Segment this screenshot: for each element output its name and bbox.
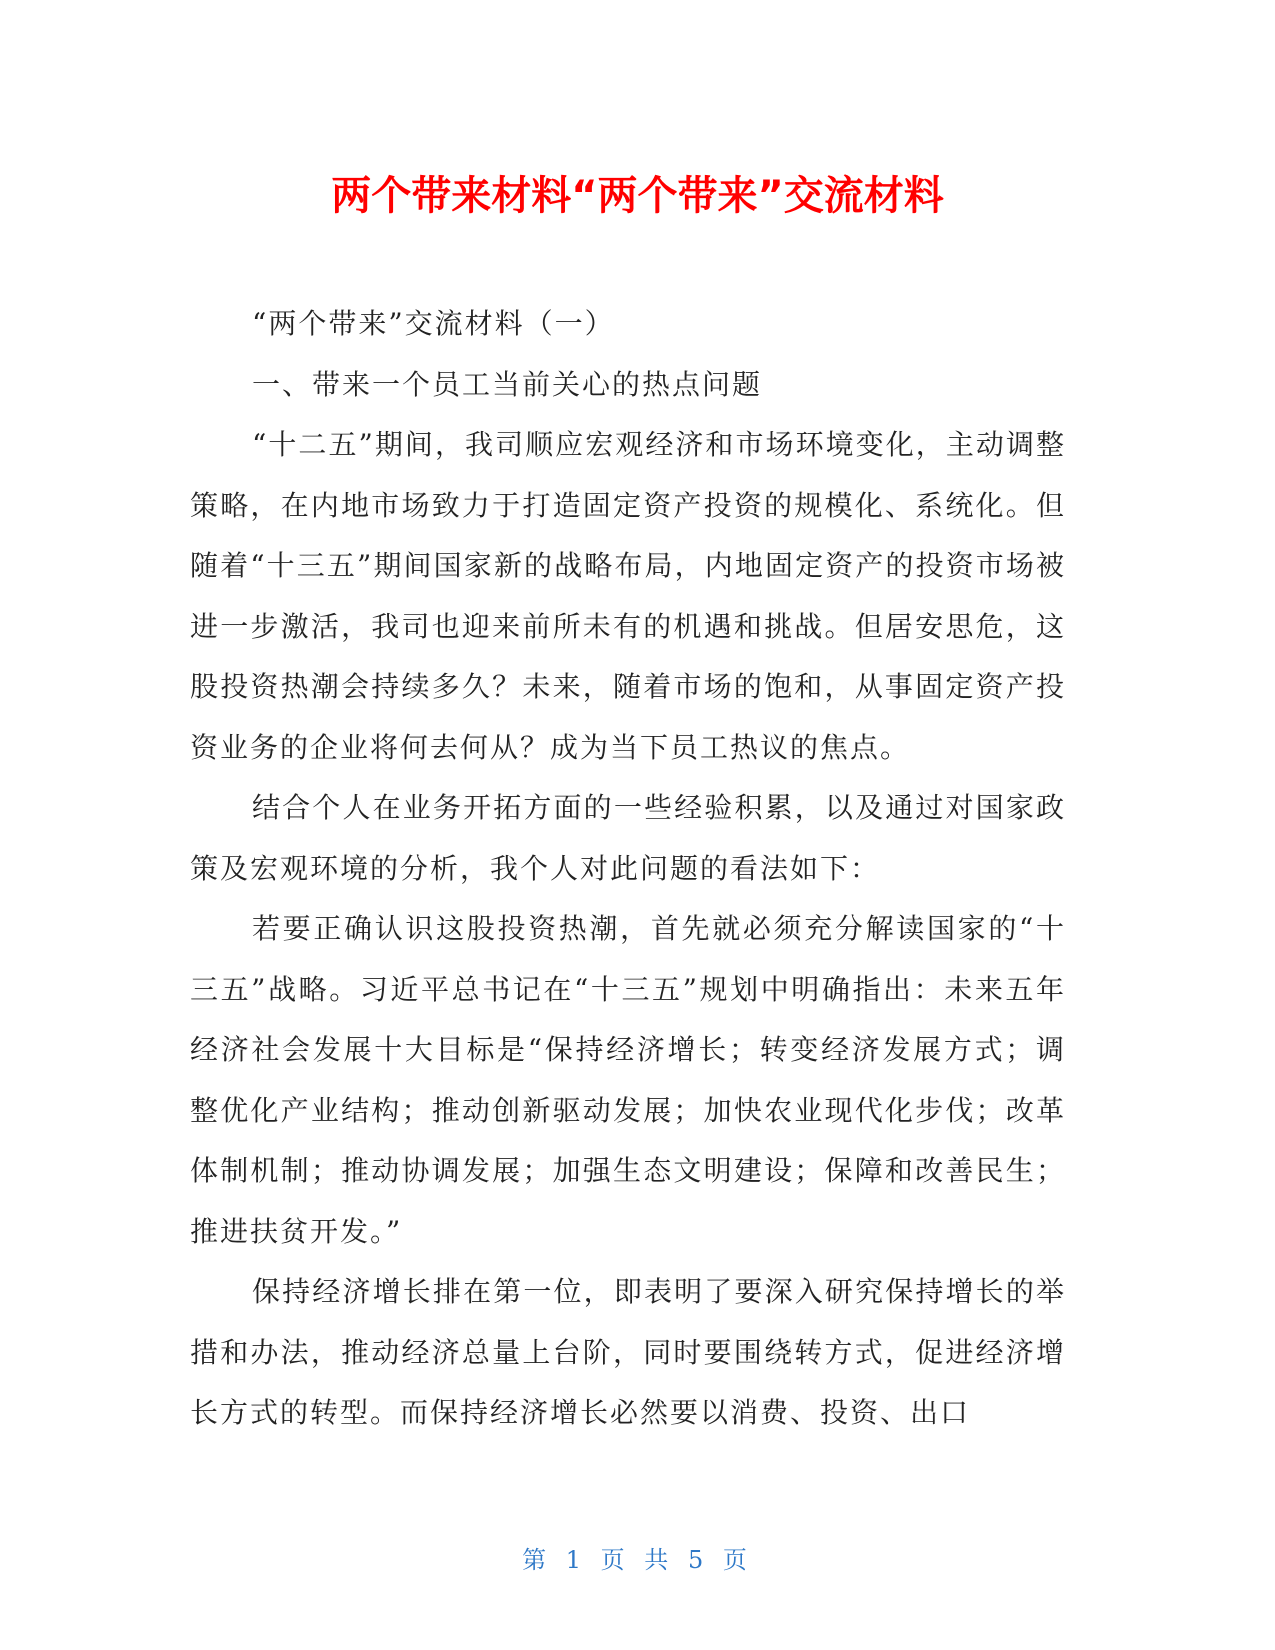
page-number-footer: 第 1 页 共 5 页	[522, 1546, 753, 1574]
paragraph: 保持经济增长排在第一位，即表明了要深入研究保持增长的举措和办法，推动经济总量上台阶，同时要围绕转方式，促进经济增长方式的转型。而保持经济增长必然要以消费、投资、出口	[190, 1275, 1066, 1429]
paragraph-section-heading: 一、带来一个员工当前关心的热点问题	[252, 367, 763, 401]
paragraph: 结合个人在业务开拓方面的一些经验积累，以及通过对国家政策及宏观环境的分析，我个人对此问题的看法如下：	[190, 791, 1066, 885]
paragraph: “十二五”期间，我司顺应宏观经济和市场环境变化，主动调整策略，在内地市场致力于打造固定资产投资的规模化、系统化。但随着“十三五”期间国家新的战略布局，内地固定资产的投资市场被进一步激活，我司也迎来前所未有的机遇和挑战。但居安思危，这股投资热潮会持续多久？未来，随着市场的饱和，从事固定资产投资业务的企业将何去何从？成为当下员工热议的焦点。	[190, 428, 1066, 764]
document-title: 两个带来材料“两个带来”交流材料	[331, 173, 944, 219]
document-body	[190, 294, 1066, 1444]
paragraph: 若要正确认识这股投资热潮，首先就必须充分解读国家的“十三五”战略。习近平总书记在“十三五”规划中明确指出：未来五年经济社会发展十大目标是“保持经济增长；转变经济发展方式；调整优化产业结构；推动创新驱动发展；加快农业现代化步伐；改革体制机制；推动协调发展；加强生态文明建设；保障和改善民生；推进扶贫开发。”	[190, 912, 1066, 1248]
paragraph-subtitle: “两个带来”交流材料（一）	[252, 307, 615, 340]
